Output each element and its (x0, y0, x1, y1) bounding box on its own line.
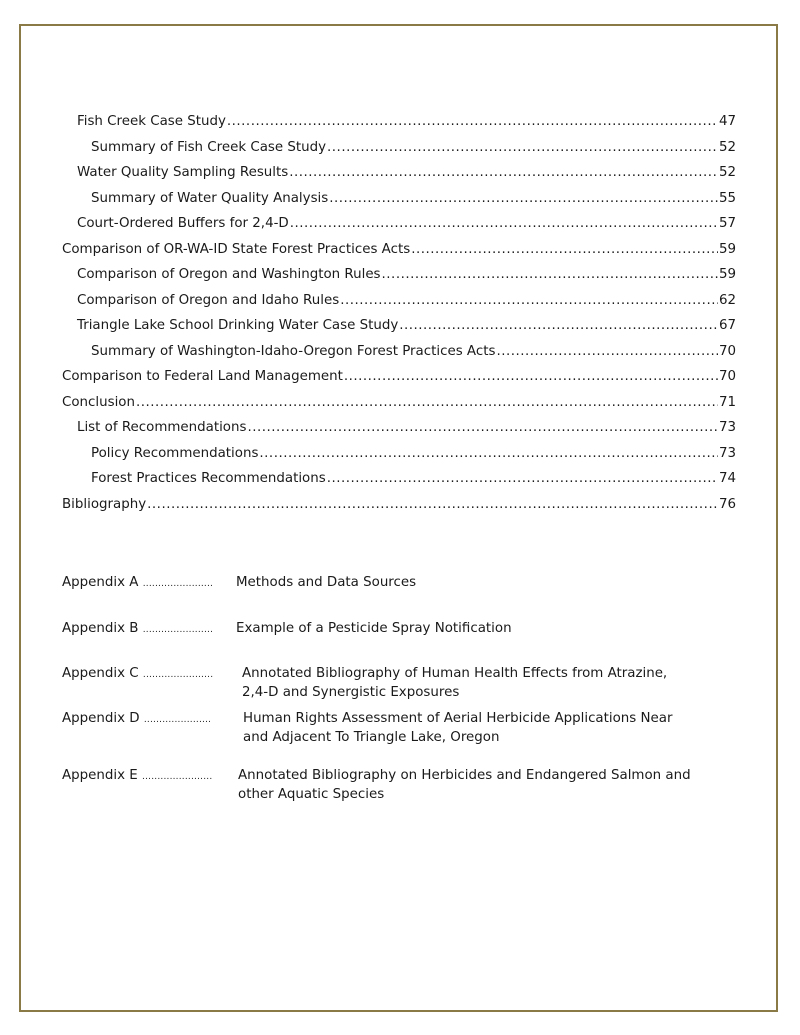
toc-entry-page-number: 52 (718, 165, 736, 180)
toc-entry[interactable] (62, 497, 736, 523)
toc-entry-page-number: 62 (718, 292, 736, 308)
toc-entry-page-number: 73 (718, 420, 736, 435)
dot-leader (496, 344, 718, 359)
toc-entry-title: Summary of Fish Creek Case Study (91, 139, 327, 155)
toc-entry-title: Triangle Lake School Drinking Water Case Study (77, 318, 399, 333)
toc-entry-page-number: 67 (718, 318, 736, 333)
dot-leader (329, 191, 718, 206)
toc-entry-page-number: 70 (718, 369, 736, 384)
toc-entry[interactable] (62, 420, 736, 446)
toc-entry-page-number: 55 (718, 190, 736, 206)
toc-entry[interactable] (62, 395, 736, 421)
toc-entry[interactable] (62, 242, 736, 268)
appendix-label-text: Appendix E (62, 768, 138, 783)
appendix-label-text: Appendix B (62, 621, 139, 636)
appendix-label (62, 664, 213, 685)
toc-entry[interactable] (62, 114, 736, 140)
toc-entry-title: Comparison of OR-WA-ID State Forest Practices Acts (62, 241, 411, 257)
toc-entry-title: Forest Practices Recommendations (91, 471, 326, 486)
appendix-label (62, 573, 213, 594)
toc-entry[interactable] (62, 318, 736, 344)
toc-entry[interactable] (62, 446, 736, 472)
toc-entry-page-number: 73 (718, 445, 736, 461)
toc-entry-page-number: 74 (718, 471, 736, 486)
dot-leader (411, 242, 718, 257)
toc-entry-title: Court-Ordered Buffers for 2,4-D (77, 216, 289, 231)
toc-entry-page-number: 71 (718, 394, 736, 410)
toc-entry-title: List of Recommendations (77, 420, 247, 435)
appendix-label (62, 709, 211, 730)
toc-entry[interactable] (62, 471, 736, 497)
dot-leader: ....................... (142, 670, 214, 680)
appendix-title: Annotated Bibliography on Herbicides and Endangered Salmon and other Aquatic Species (238, 768, 691, 802)
toc-entry[interactable] (62, 344, 736, 370)
toc-entry[interactable] (62, 369, 736, 395)
dot-leader (289, 165, 718, 180)
toc-entry-page-number: 59 (718, 241, 736, 257)
toc-entry[interactable] (62, 267, 736, 293)
toc-entry-title: Comparison to Federal Land Management (62, 369, 343, 384)
toc-entry-page-number: 59 (718, 267, 736, 282)
appendix-label (62, 619, 213, 640)
dot-leader (259, 446, 718, 461)
toc-entry-title: Comparison of Oregon and Washington Rules (77, 267, 381, 282)
dot-leader (290, 216, 718, 231)
appendix-title: Methods and Data Sources (236, 575, 417, 590)
toc-entry-page-number: 52 (718, 139, 736, 155)
toc-entry[interactable] (62, 293, 736, 319)
dot-leader: ....................... (142, 625, 214, 635)
appendix-title: Annotated Bibliography of Human Health Effects from Atrazine, 2,4-D and Synergistic Exposures (242, 666, 668, 700)
dot-leader: ....................... (142, 579, 214, 589)
appendix-title: Human Rights Assessment of Aerial Herbicide Applications Near and Adjacent To Triangle Lake, Oregon (243, 711, 673, 745)
appendix-label-text: Appendix D (62, 711, 140, 726)
dot-leader (344, 369, 718, 384)
appendix-label-text: Appendix A (62, 575, 139, 590)
dot-leader: ....................... (142, 772, 213, 782)
toc-entry-title: Summary of Water Quality Analysis (91, 190, 329, 206)
dot-leader: ...................... (143, 715, 212, 725)
toc-entry[interactable] (62, 140, 736, 166)
dot-leader (147, 497, 718, 512)
toc-entry[interactable] (62, 216, 736, 242)
toc-entry-title: Summary of Washington-Idaho-Oregon Forest Practices Acts (91, 343, 496, 359)
toc-entry-title: Comparison of Oregon and Idaho Rules (77, 292, 340, 308)
toc-entry-title: Water Quality Sampling Results (77, 165, 289, 180)
toc-entry[interactable] (62, 165, 736, 191)
appendix-title: Example of a Pesticide Spray Notification (236, 621, 512, 636)
dot-leader (227, 114, 718, 129)
toc-entry-page-number: 47 (718, 114, 736, 129)
dot-leader (327, 140, 718, 155)
toc-entry-page-number: 76 (718, 496, 736, 512)
appendix-label-text: Appendix C (62, 666, 139, 681)
table-of-contents (62, 114, 736, 522)
dot-leader (340, 293, 718, 308)
toc-entry[interactable] (62, 191, 736, 217)
dot-leader (247, 420, 717, 435)
dot-leader (136, 395, 718, 410)
toc-entry-page-number: 70 (718, 343, 736, 359)
dot-leader (382, 267, 718, 282)
dot-leader (399, 318, 718, 333)
toc-entry-page-number: 57 (718, 216, 736, 231)
toc-entry-title: Policy Recommendations (91, 445, 259, 461)
appendix-label (62, 766, 212, 787)
toc-entry-title: Fish Creek Case Study (77, 114, 226, 129)
dot-leader (327, 471, 718, 486)
toc-entry-title: Conclusion (62, 394, 135, 410)
toc-entry-title: Bibliography (62, 496, 147, 512)
